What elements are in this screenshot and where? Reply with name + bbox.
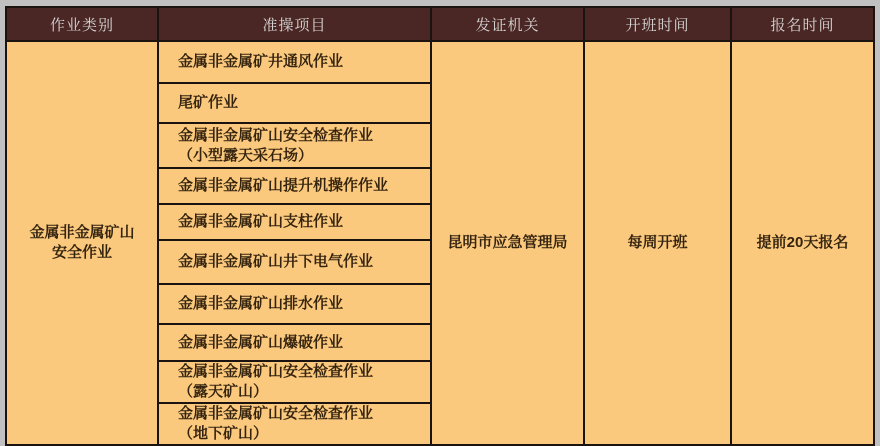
item-line1: 金属非金属矿山爆破作业: [178, 333, 344, 351]
table-row: [6, 41, 874, 83]
item-line1: 金属非金属矿山排水作业: [178, 295, 344, 312]
item-line1: 金属非金属矿井通风作业: [178, 53, 344, 70]
col-header-job-category: 作业类别: [6, 7, 158, 41]
cell-permitted-item: [158, 204, 431, 240]
cell-permitted-item: [158, 284, 431, 324]
cell-permitted-item: [158, 168, 431, 204]
col-header-issuing-authority: 发证机关: [431, 7, 584, 41]
cell-job-category: [6, 41, 158, 445]
item-line2: （露天矿山）: [178, 383, 269, 400]
item-line1: 尾矿作业: [178, 94, 239, 111]
item-line2: （小型露天采石场）: [178, 146, 314, 164]
item-line1: 金属非金属矿山安全检查作业: [178, 126, 374, 144]
course-table: [5, 6, 875, 446]
col-header-registration-time: 报名时间: [731, 7, 874, 41]
cell-permitted-item: [158, 361, 431, 403]
col-header-class-start-time: 开班时间: [584, 7, 731, 41]
cell-permitted-item: [158, 41, 431, 83]
item-line2: （地下矿山）: [178, 425, 269, 442]
job-category-line1: 金属非金属矿山: [29, 224, 135, 241]
table-header-row: [6, 7, 874, 41]
item-line1: 金属非金属矿山安全检查作业: [178, 405, 374, 422]
col-header-permitted-items: 准操项目: [158, 7, 431, 41]
cell-permitted-item: [158, 83, 431, 123]
cell-permitted-item: [158, 324, 431, 361]
cell-permitted-item: [158, 123, 431, 168]
cell-permitted-item: [158, 240, 431, 284]
cell-registration-time: 提前20天报名: [731, 41, 874, 445]
item-line1: 金属非金属矿山支柱作业: [178, 213, 344, 230]
item-line1: 金属非金属矿山安全检查作业: [178, 363, 374, 380]
item-line1: 金属非金属矿山提升机操作作业: [178, 177, 389, 194]
job-category-line2: 安全作业: [51, 244, 112, 261]
cell-class-start-time: 每周开班: [584, 41, 731, 445]
cell-issuing-authority: 昆明市应急管理局: [431, 41, 584, 445]
item-line1: 金属非金属矿山井下电气作业: [178, 253, 374, 270]
cell-permitted-item: [158, 403, 431, 445]
